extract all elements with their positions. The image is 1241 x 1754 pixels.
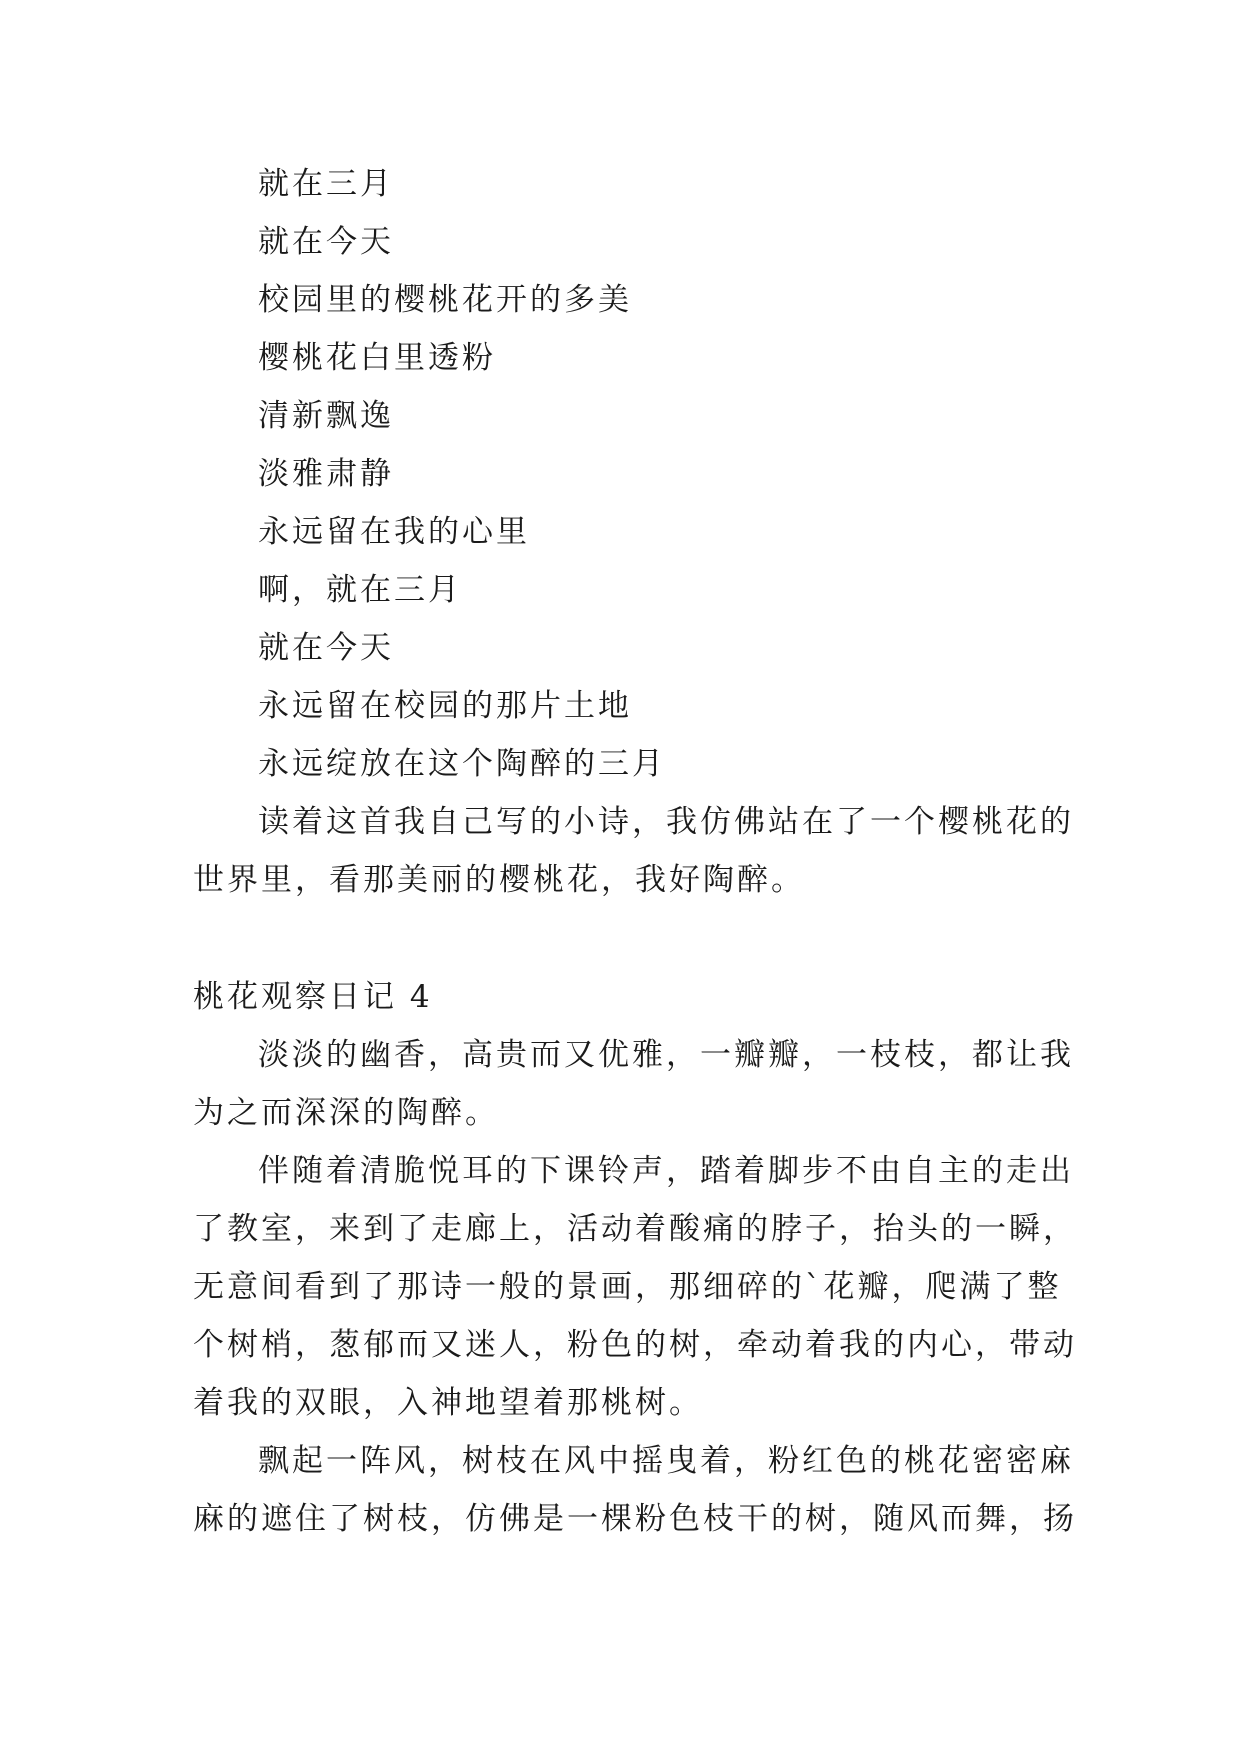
poem-line: 淡雅肃静	[258, 456, 394, 492]
paragraph-line: 了教室，来到了走廊上，活动着酸痛的脖子，抬头的一瞬，	[193, 1211, 1077, 1247]
paragraph-line: 个树梢，葱郁而又迷人，粉色的树，牵动着我的内心，带动	[193, 1327, 1077, 1363]
poem-line: 永远留在校园的那片土地	[258, 688, 632, 724]
paragraph-line: 麻的遮住了树枝，仿佛是一棵粉色枝干的树，随风而舞，扬	[193, 1501, 1077, 1537]
paragraph-line: 淡淡的幽香，高贵而又优雅，一瓣瓣，一枝枝，都让我	[258, 1037, 1074, 1073]
paragraph-line: 伴随着清脆悦耳的下课铃声，踏着脚步不由自主的走出	[258, 1153, 1074, 1189]
poem-line: 樱桃花白里透粉	[258, 340, 496, 376]
poem-line: 清新飘逸	[258, 398, 394, 434]
poem-line: 永远留在我的心里	[258, 514, 530, 550]
poem-line: 就在今天	[258, 630, 394, 666]
poem-line: 校园里的樱桃花开的多美	[258, 282, 632, 318]
paragraph-line: 飘起一阵风，树枝在风中摇曳着，粉红色的桃花密密麻	[258, 1443, 1074, 1479]
paragraph-line: 为之而深深的陶醉。	[193, 1095, 499, 1131]
poem-line: 就在今天	[258, 224, 394, 260]
poem-line: 永远绽放在这个陶醉的三月	[258, 746, 666, 782]
reflection-line: 世界里，看那美丽的樱桃花，我好陶醉。	[193, 862, 805, 898]
reflection-line: 读着这首我自己写的小诗，我仿佛站在了一个樱桃花的	[258, 804, 1074, 840]
paragraph-line: 着我的双眼，入神地望着那桃树。	[193, 1385, 703, 1421]
paragraph-line: 无意间看到了那诗一般的景画，那细碎的`花瓣，爬满了整	[193, 1269, 1062, 1305]
poem-line: 啊，就在三月	[258, 572, 462, 608]
poem-line: 就在三月	[258, 166, 394, 202]
section-title: 桃花观察日记 4	[193, 979, 433, 1015]
